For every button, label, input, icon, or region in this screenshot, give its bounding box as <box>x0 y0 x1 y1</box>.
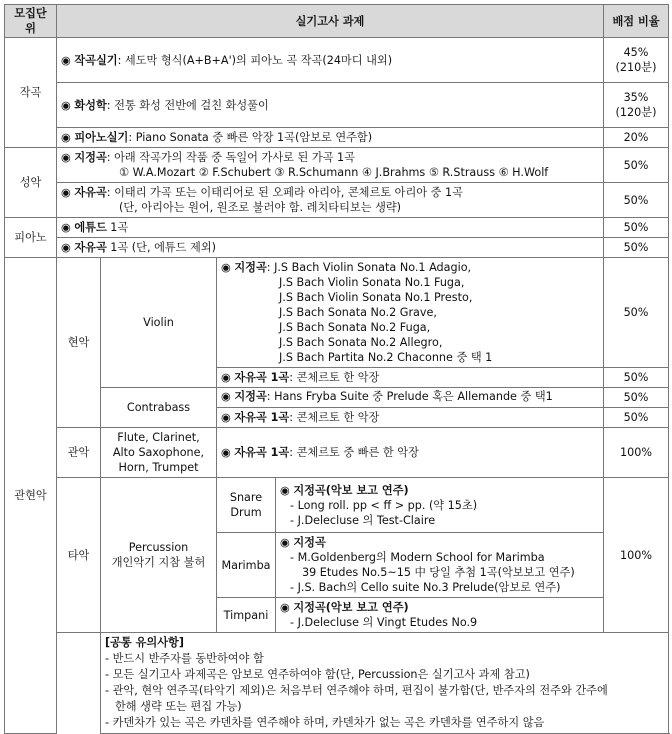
note-item: - 카덴차가 있는 곡은 카덴차를 연주해야 하며, 카덴차가 없는 곡은 카덴차를 연주하지 않음 <box>105 716 545 729</box>
instrument-winds <box>101 428 217 478</box>
header-weight: 배점 비율 <box>604 5 669 38</box>
task-line: - J.S. Bach의 Cello suite No.3 Prelude(암보로 연주) <box>290 581 561 594</box>
task-desc: : 콘체르토 한 악장 <box>289 411 380 424</box>
bullet-icon: ◉ <box>221 371 231 384</box>
bullet-icon: ◉ <box>61 131 71 144</box>
snare-name-2: Drum <box>230 506 262 519</box>
notes-spacer <box>57 633 101 734</box>
task-title: 자유곡 1곡 <box>234 371 290 384</box>
task-cell <box>276 533 604 598</box>
task-note: (단, 아리아는 원어, 원조로 불러야 함. 레치타티보는 생략) <box>119 201 402 214</box>
bullet-icon: ◉ <box>280 536 290 549</box>
notes-cell <box>101 633 669 734</box>
header-unit: 모집단위 <box>5 5 57 38</box>
unit-piano: 피아노 <box>5 218 57 258</box>
unit-orchestra: 관현악 <box>5 258 57 734</box>
winds-row <box>5 428 669 478</box>
task-desc: : Hans Fryba Suite 중 Prelude 혹은 Allemande 중 택1 <box>266 390 553 404</box>
bullet-icon: ◉ <box>280 601 290 614</box>
unit-voice: 성악 <box>5 148 57 218</box>
weight-value: 50% <box>604 258 669 368</box>
task-title: 지정곡 <box>234 390 267 404</box>
task-cell <box>57 238 604 258</box>
weight-cell <box>604 83 669 128</box>
task-title: 작곡실기 <box>74 53 118 67</box>
task-cell <box>57 218 604 238</box>
percussion-name: Percussion <box>128 541 189 554</box>
voice-row-1 <box>5 148 669 183</box>
piano-row-1 <box>5 218 669 238</box>
piece-item: J.S Bach Violin Sonata No.1 Fuga, <box>279 276 465 289</box>
weight-value: 45% <box>623 46 649 59</box>
instrument-timpani: Timpani <box>217 598 276 633</box>
percussion-note: 개인악기 지참 불허 <box>111 556 206 569</box>
task-title: 지정곡 <box>74 151 107 164</box>
task-title: 자유곡 1곡 <box>234 411 290 424</box>
instrument-violin: Violin <box>101 258 217 388</box>
instrument-snare <box>217 478 276 533</box>
task-cell <box>217 388 604 408</box>
bullet-icon: ◉ <box>221 446 231 459</box>
task-desc: : 아래 작곡가의 작품 중 독일어 가사로 된 가곡 1곡 <box>106 151 355 164</box>
weight-value: 50% <box>604 408 669 428</box>
task-title: 피아노실기 <box>74 131 129 144</box>
task-line: - Long roll. pp < ff > pp. (약 15초) <box>290 498 478 512</box>
header-row <box>5 5 669 38</box>
notes-title: [공통 유의사항] <box>105 636 184 649</box>
composition-row-3 <box>5 128 669 148</box>
piece-item: : J.S Bach Violin Sonata No.1 Adagio, <box>266 261 472 274</box>
task-line: - J.Delecluse 의 Vingt Etudes No.9 <box>290 616 478 629</box>
weight-time: (120분) <box>615 106 657 119</box>
task-desc: : Piano Sonata 중 빠른 악장 1곡(암보로 연주함) <box>128 131 373 144</box>
bullet-icon: ◉ <box>280 483 290 497</box>
task-desc: : 세도막 형식(A+B+A')의 피아노 곡 작곡(24마디 내외) <box>117 53 393 67</box>
bullet-icon: ◉ <box>61 241 71 254</box>
task-cell <box>217 428 604 478</box>
piece-item: J.S Bach Sonata No.2 Allegro, <box>279 336 443 349</box>
weight-time: (210분) <box>615 61 657 74</box>
task-desc: : 콘체르토 한 악장 <box>289 371 380 384</box>
weight-value: 50% <box>604 388 669 408</box>
task-title: 에튜드 <box>74 221 107 234</box>
task-title: 자유곡 1곡 <box>234 446 290 459</box>
snare-row <box>5 478 669 533</box>
instrument-percussion <box>101 478 217 633</box>
piece-item: J.S Bach Partita No.2 Chaconne 중 택 1 <box>279 351 493 364</box>
weight-value: 20% <box>604 128 669 148</box>
note-item: - 반드시 반주자를 동반하여야 함 <box>105 652 264 665</box>
composition-row-2 <box>5 83 669 128</box>
task-cell <box>276 478 604 533</box>
weight-value: 100% <box>604 428 669 478</box>
task-desc: : 이태리 가곡 또는 이태리어로 된 오페라 아리아, 콘체르토 아리아 중 1곡 <box>106 186 463 199</box>
weight-value: 100% <box>604 478 669 633</box>
instrument-marimba: Marimba <box>217 533 276 598</box>
weight-value: 50% <box>604 148 669 183</box>
task-line: 39 Etudes No.5~15 中 당일 추첨 1곡(악보보고 연주) <box>302 566 575 579</box>
task-cell <box>57 128 604 148</box>
task-title: 화성학 <box>74 98 107 112</box>
piece-item: J.S Bach Sonata No.2 Grave, <box>279 306 437 319</box>
instrument-line: Alto Saxophone, <box>112 446 205 459</box>
task-cell <box>276 598 604 633</box>
weight-value: 35% <box>623 91 649 104</box>
unit-composition: 작곡 <box>5 38 57 148</box>
bullet-icon: ◉ <box>61 151 71 164</box>
task-cell <box>217 258 604 368</box>
weight-value: 50% <box>604 183 669 218</box>
bullet-icon: ◉ <box>61 186 71 199</box>
contrabass-set-row <box>5 388 669 408</box>
voice-row-2 <box>5 183 669 218</box>
bullet-icon: ◉ <box>221 261 231 274</box>
task-title: 자유곡 <box>74 186 107 199</box>
weight-cell <box>604 38 669 83</box>
instrument-line: Flute, Clarinet, <box>117 431 200 444</box>
task-cell <box>57 83 604 128</box>
snare-name: Snare <box>229 491 263 504</box>
bullet-icon: ◉ <box>61 53 71 67</box>
task-cell <box>57 38 604 83</box>
instrument-line: Horn, Trumpet <box>118 461 199 474</box>
task-title: 지정곡(악보 보고 연주) <box>293 483 409 497</box>
task-cell <box>217 368 604 388</box>
notes-row <box>5 633 669 734</box>
header-task: 실기고사 과제 <box>57 5 604 38</box>
task-title: 지정곡 <box>234 261 267 274</box>
task-desc: 1곡 (단, 에튜드 제외) <box>106 241 217 254</box>
weight-value: 50% <box>604 218 669 238</box>
task-desc: : 전통 화성 전반에 걸친 화성풀이 <box>106 98 269 112</box>
weight-value: 50% <box>604 238 669 258</box>
group-strings: 현악 <box>57 258 101 428</box>
task-desc: : 콘체르토 중 빠른 한 악장 <box>289 446 419 459</box>
composer-list: ① W.A.Mozart ② F.Schubert ③ R.Schumann ④ J.Brahms ⑤ R.Strauss ⑥ H.Wolf <box>119 166 549 179</box>
note-item: - 모든 실기고사 과제곡은 암보로 연주하여야 함(단, Percussion은 실기고사 과제 참고) <box>105 668 530 681</box>
task-line: - J.Delecluse 의 Test-Claire <box>290 513 436 527</box>
task-line: - M.Goldenberg의 Modern School for Marimba <box>290 551 545 564</box>
instrument-contrabass: Contrabass <box>101 388 217 428</box>
note-item: - 관악, 현악 연주곡(타악기 제외)은 처음부터 연주해야 하며, 편집이 불가함(단, 반주자의 전주와 간주에 <box>105 684 608 697</box>
task-cell <box>217 408 604 428</box>
group-winds: 관악 <box>57 428 101 478</box>
task-desc: 1곡 <box>106 221 129 234</box>
bullet-icon: ◉ <box>61 221 71 234</box>
piece-item: J.S Bach Violin Sonata No.1 Presto, <box>279 291 473 304</box>
task-title: 자유곡 <box>74 241 107 254</box>
task-title: 지정곡 <box>293 536 326 549</box>
piece-item: J.S Bach Sonata No.2 Fuga, <box>279 321 431 334</box>
group-percussion: 타악 <box>57 478 101 633</box>
exam-requirements-document <box>4 4 668 734</box>
composition-row-1 <box>5 38 669 83</box>
violin-set-row <box>5 258 669 368</box>
task-cell <box>57 148 604 183</box>
task-cell <box>57 183 604 218</box>
piano-row-2 <box>5 238 669 258</box>
bullet-icon: ◉ <box>221 390 231 404</box>
bullet-icon: ◉ <box>221 411 231 424</box>
exam-table <box>4 4 669 734</box>
task-title: 지정곡(악보 보고 연주) <box>293 601 409 614</box>
bullet-icon: ◉ <box>61 98 71 112</box>
weight-value: 50% <box>604 368 669 388</box>
note-item: 한해 생략 또는 편집 가능) <box>115 700 242 713</box>
